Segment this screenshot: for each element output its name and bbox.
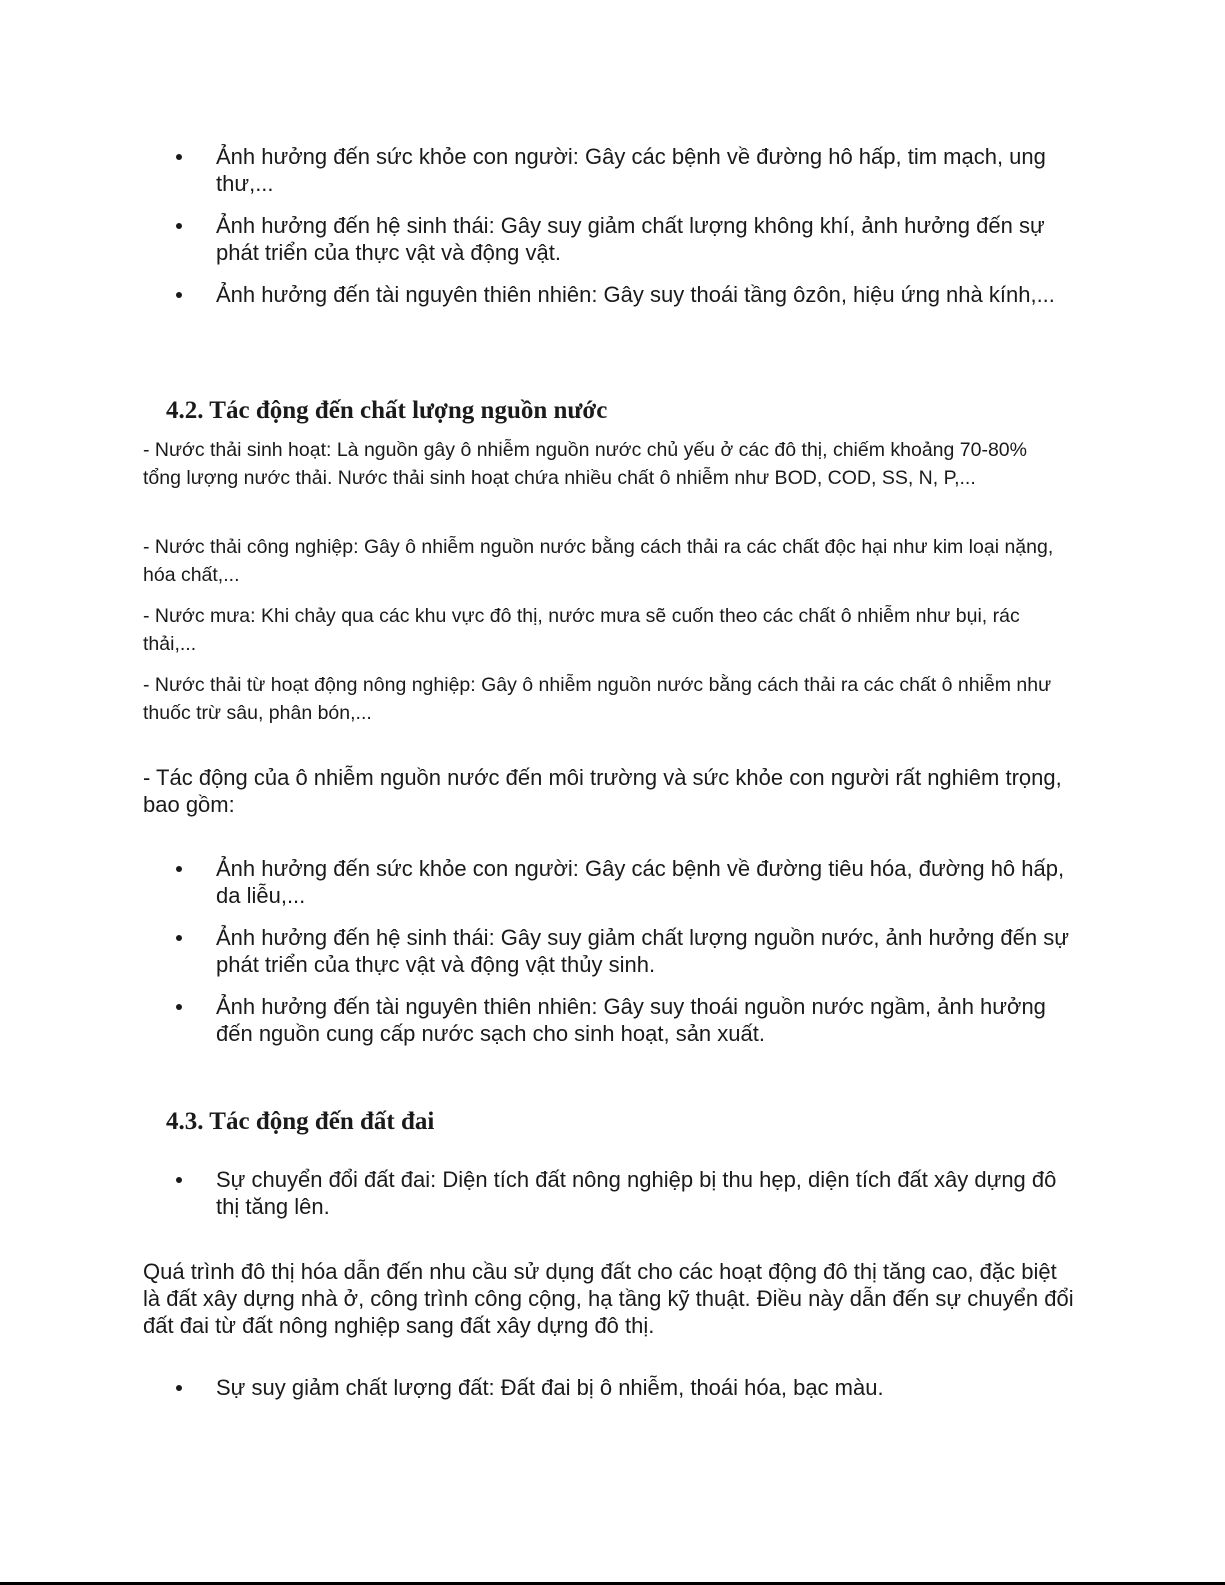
land-conversion-list (176, 1166, 1076, 1220)
paragraph-domestic-wastewater: - Nước thải sinh hoạt: Là nguồn gây ô nhiễm nguồn nước chủ yếu ở các đô thị, chiếm khoảng 70-80% tổng lượng nước thải. Nước thải sinh hoạt chứa nhiều chất ô nhiễm như BOD, COD, SS, N, P,... (143, 439, 1027, 489)
list-item: Sự suy giảm chất lượng đất: Đất đai bị ô nhiễm, thoái hóa, bạc màu. (176, 1374, 1076, 1401)
bullet-icon (176, 1385, 182, 1391)
bullet-icon (176, 154, 182, 160)
bullet-icon (176, 223, 182, 229)
water-impacts-list (176, 855, 1076, 1047)
list-item: Sự chuyển đổi đất đai: Diện tích đất nông nghiệp bị thu hẹp, diện tích đất xây dựng đô thị tăng lên. (176, 1166, 1076, 1220)
bullet-icon (176, 292, 182, 298)
paragraph-water-impact-intro: - Tác động của ô nhiễm nguồn nước đến môi trường và sức khỏe con người rất nghiêm trọng, bao gồm: (143, 765, 1062, 817)
list-item: Ảnh hưởng đến hệ sinh thái: Gây suy giảm chất lượng nguồn nước, ảnh hưởng đến sự phát triển của thực vật và động vật thủy sinh. (176, 924, 1076, 978)
section-heading-4-3: 4.3. Tác động đến đất đai (166, 1108, 435, 1135)
section-heading-4-2: 4.2. Tác động đến chất lượng nguồn nước (166, 397, 608, 424)
list-item: Ảnh hưởng đến sức khỏe con người: Gây các bệnh về đường hô hấp, tim mạch, ung thư,... (176, 143, 1076, 197)
paragraph-urbanization-land-demand: Quá trình đô thị hóa dẫn đến nhu cầu sử dụng đất cho các hoạt động đô thị tăng cao, đặc biệt là đất xây dựng nhà ở, công trình công cộng, hạ tầng kỹ thuật. Điều này dẫn đến sự chuyển đổi đất đai từ đất nông nghiệp sang đất xây dựng đô thị. (143, 1259, 1074, 1338)
list-item: Ảnh hưởng đến tài nguyên thiên nhiên: Gây suy thoái nguồn nước ngầm, ảnh hưởng đến nguồn cung cấp nước sạch cho sinh hoạt, sản xuất. (176, 993, 1076, 1047)
list-item: Ảnh hưởng đến hệ sinh thái: Gây suy giảm chất lượng không khí, ảnh hưởng đến sự phát triển của thực vật và động vật. (176, 212, 1076, 266)
list-item: Ảnh hưởng đến sức khỏe con người: Gây các bệnh về đường tiêu hóa, đường hô hấp, da liễu,... (176, 855, 1076, 909)
soil-degradation-list (176, 1374, 1076, 1401)
paragraph-agricultural-wastewater: - Nước thải từ hoạt động nông nghiệp: Gây ô nhiễm nguồn nước bằng cách thải ra các chất ô nhiễm như thuốc trừ sâu, phân bón,... (143, 674, 1052, 724)
list-item: Ảnh hưởng đến tài nguyên thiên nhiên: Gây suy thoái tầng ôzôn, hiệu ứng nhà kính,... (176, 281, 1076, 308)
bullet-icon (176, 1177, 182, 1183)
bullet-icon (176, 866, 182, 872)
paragraph-rainwater: - Nước mưa: Khi chảy qua các khu vực đô thị, nước mưa sẽ cuốn theo các chất ô nhiễm như bụi, rác thải,... (143, 605, 1020, 655)
paragraph-industrial-wastewater: - Nước thải công nghiệp: Gây ô nhiễm nguồn nước bằng cách thải ra các chất độc hại như kim loại nặng, hóa chất,... (143, 536, 1054, 586)
bullet-icon (176, 1004, 182, 1010)
bullet-icon (176, 935, 182, 941)
air-impacts-list (176, 143, 1076, 308)
